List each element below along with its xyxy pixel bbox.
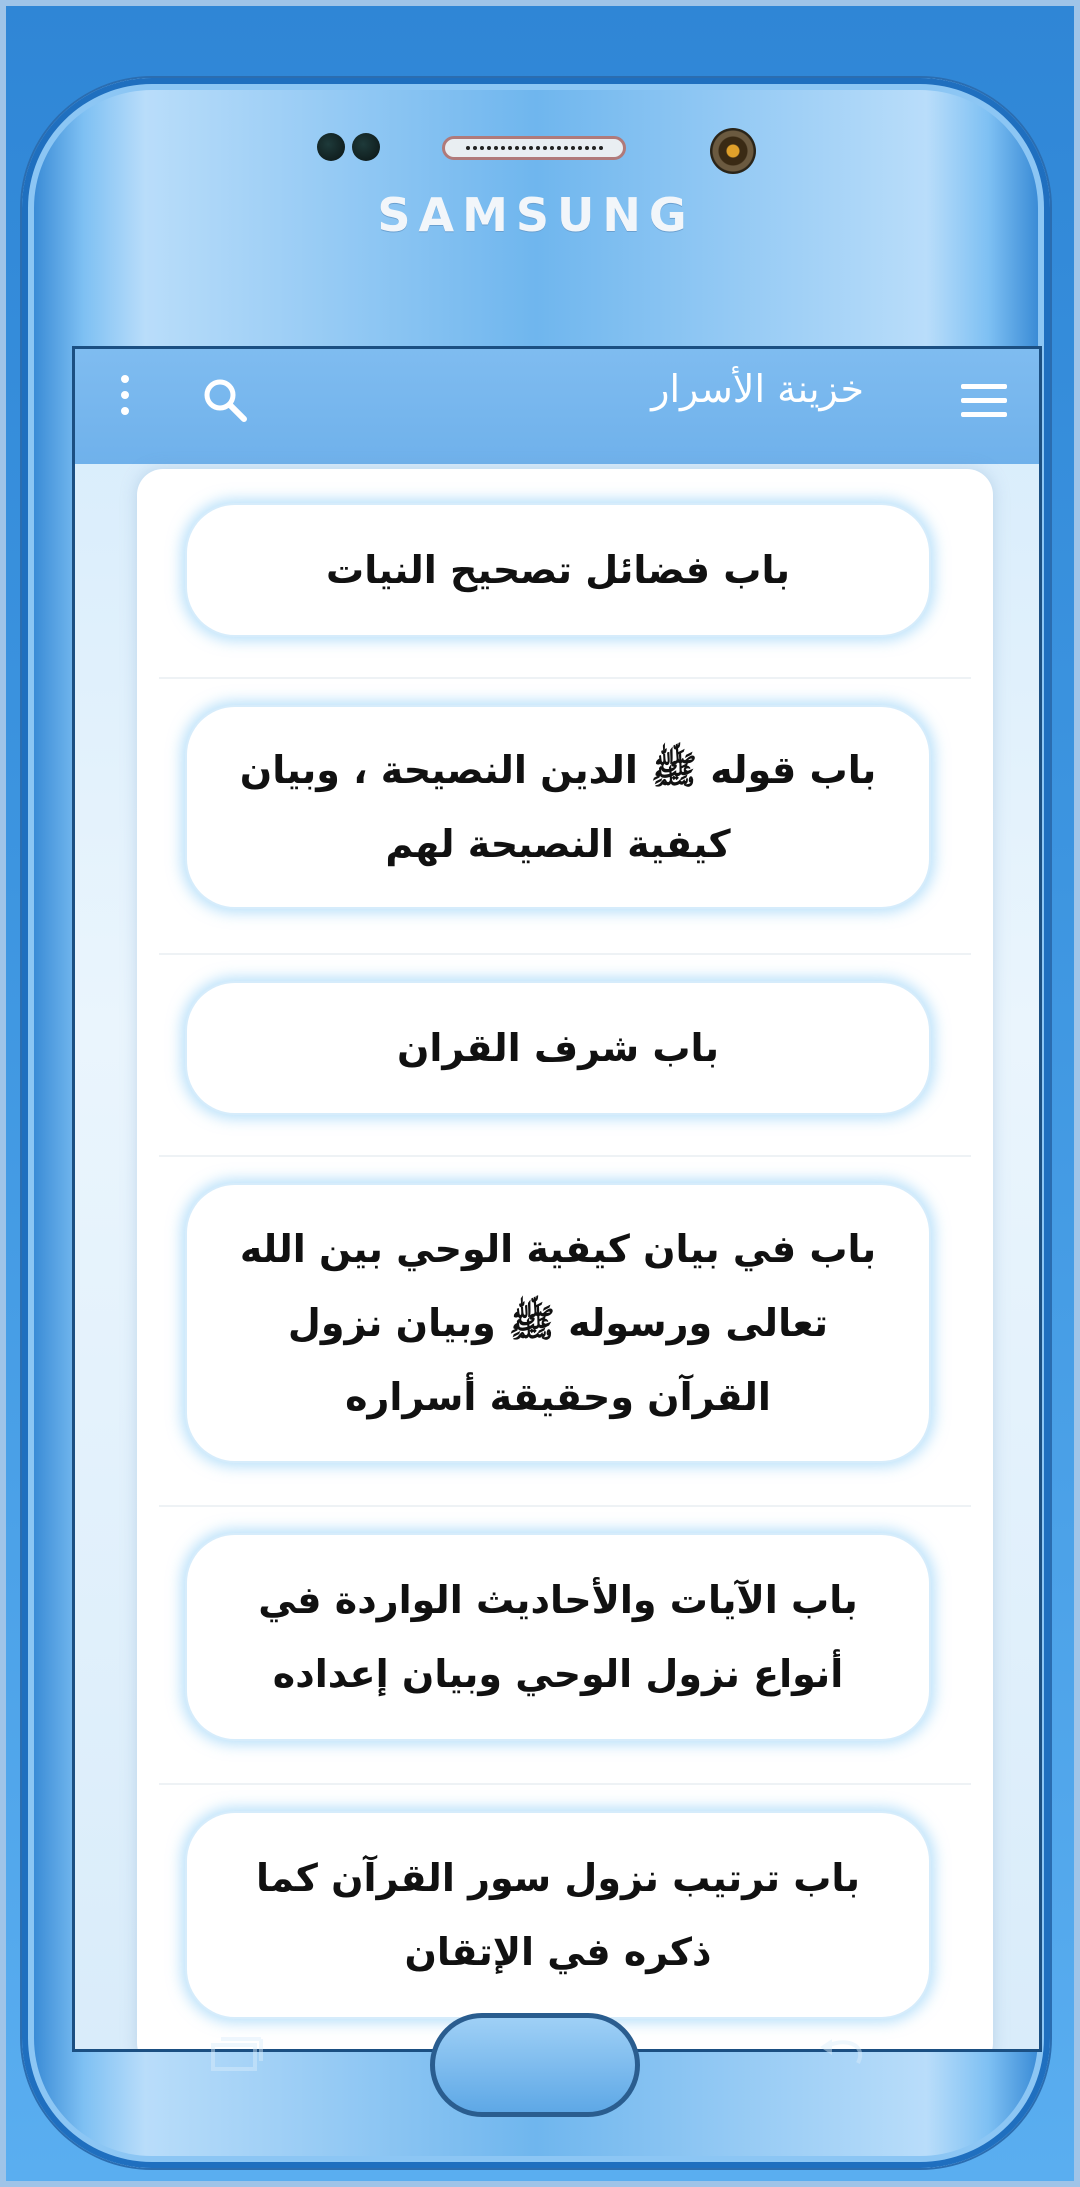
phone-screen [72, 346, 1042, 2052]
proximity-sensor [317, 133, 345, 161]
light-sensor [352, 133, 380, 161]
more-vert-icon[interactable] [115, 375, 135, 425]
recent-apps-icon[interactable] [207, 2033, 267, 2073]
earpiece-speaker [442, 136, 626, 160]
app-title: خزينة الأسرار [651, 367, 864, 411]
chapter-item-3[interactable]: باب شرف القران [187, 983, 929, 1113]
search-icon[interactable] [200, 375, 250, 425]
home-button[interactable] [430, 2013, 640, 2117]
front-camera [710, 128, 756, 174]
chapter-item-4[interactable]: باب في بيان كيفية الوحي بين الله تعالى ورسوله ﷺ وبيان نزول القرآن وحقيقة أسراره [187, 1185, 929, 1461]
chapter-item-1[interactable]: باب فضائل تصحيح النيات [187, 505, 929, 635]
phone-top-bezel [22, 78, 1050, 268]
chapter-list [137, 469, 993, 2052]
chapter-item-2[interactable]: باب قوله ﷺ الدين النصيحة ، وبيان كيفية النصيحة لهم [187, 707, 929, 907]
divider [159, 953, 971, 955]
menu-icon[interactable] [961, 384, 1007, 418]
chapter-item-6[interactable]: باب ترتيب نزول سور القرآن كما ذكره في الإتقان [187, 1813, 929, 2017]
phone-frame [22, 78, 1050, 2168]
back-icon[interactable] [812, 2033, 872, 2073]
app-bar [75, 349, 1039, 464]
device-brand: SAMSUNG [377, 188, 695, 242]
divider [159, 1783, 971, 1785]
divider [159, 1505, 971, 1507]
chapter-item-5[interactable]: باب الآيات والأحاديث الواردة في أنواع نزول الوحي وبيان إعداده [187, 1535, 929, 1739]
divider [159, 677, 971, 679]
divider [159, 1155, 971, 1157]
